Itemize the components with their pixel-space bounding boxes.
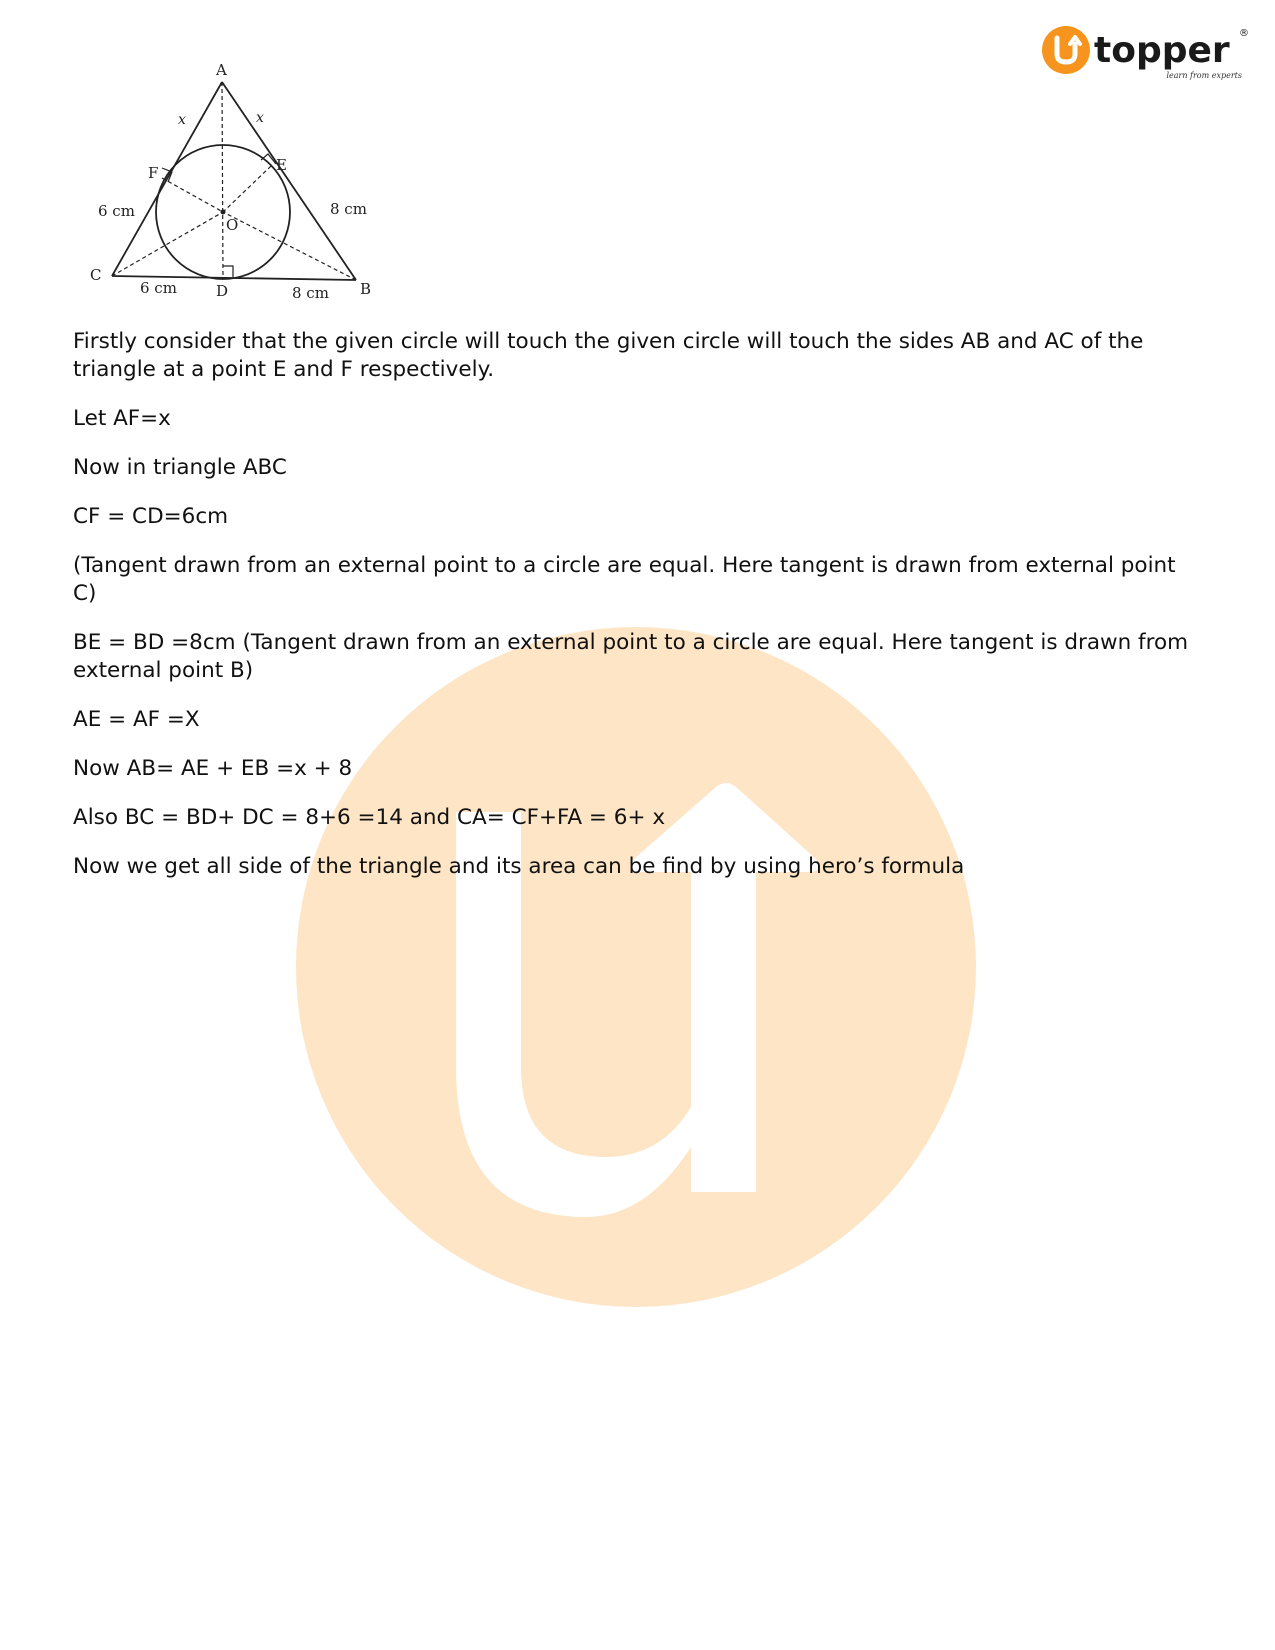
paragraph: Firstly consider that the given circle will touch the given circle will touch the sides AB and AC of the triangle at a point E and F respectively. <box>73 329 1144 382</box>
point-d-label: D <box>216 282 229 300</box>
vertex-c-label: C <box>90 266 102 284</box>
dashed-fo <box>162 178 223 212</box>
point-e-label: E <box>276 156 287 174</box>
paragraph: AE = AF =X <box>73 707 200 732</box>
segment-cd-length: 6 cm <box>140 279 177 297</box>
paragraph: CF = CD=6cm <box>73 504 229 529</box>
side-ab <box>222 82 356 280</box>
logo-wordmark: topper <box>1094 30 1230 71</box>
paragraph: Now AB= AE + EB =x + 8 <box>73 756 353 781</box>
paragraph: Now in triangle ABC <box>73 455 287 480</box>
topper-logo <box>1040 22 1250 88</box>
segment-db-length: 8 cm <box>292 284 329 302</box>
point-f-label: F <box>148 164 159 182</box>
side-ac-length: 6 cm <box>98 202 135 220</box>
side-ab-length: 8 cm <box>330 200 367 218</box>
center-point-o <box>221 210 226 215</box>
point-o-label: O <box>226 216 239 234</box>
vertex-b-label: B <box>360 280 372 298</box>
dashed-ao-d <box>222 82 223 278</box>
dashed-co <box>112 212 223 276</box>
right-angle-d <box>223 266 233 277</box>
segment-ae-label: x <box>256 110 264 126</box>
paragraph: (Tangent drawn from an external point to a circle are equal. Here tangent is drawn from external point C) <box>73 553 1176 606</box>
paragraph: Now we get all side of the triangle and its area can be find by using hero’s formula <box>73 854 965 879</box>
triangle-incircle-figure <box>86 58 396 308</box>
segment-af-label: x <box>178 112 186 128</box>
paragraph: Let AF=x <box>73 406 171 431</box>
paragraph: Also BC = BD+ DC = 8+6 =14 and CA= CF+FA = 6+ x <box>73 805 666 830</box>
dashed-eo <box>223 166 271 212</box>
registered-mark: ® <box>1239 28 1249 39</box>
logo-tagline: learn from experts <box>1166 71 1242 80</box>
solution-text <box>73 328 1193 902</box>
logo-circle-icon <box>1042 26 1090 74</box>
paragraph: BE = BD =8cm (Tangent drawn from an external point to a circle are equal. Here tangent is drawn from external point B) <box>73 630 1189 683</box>
vertex-a-label: A <box>216 61 227 79</box>
side-ac <box>112 82 222 276</box>
